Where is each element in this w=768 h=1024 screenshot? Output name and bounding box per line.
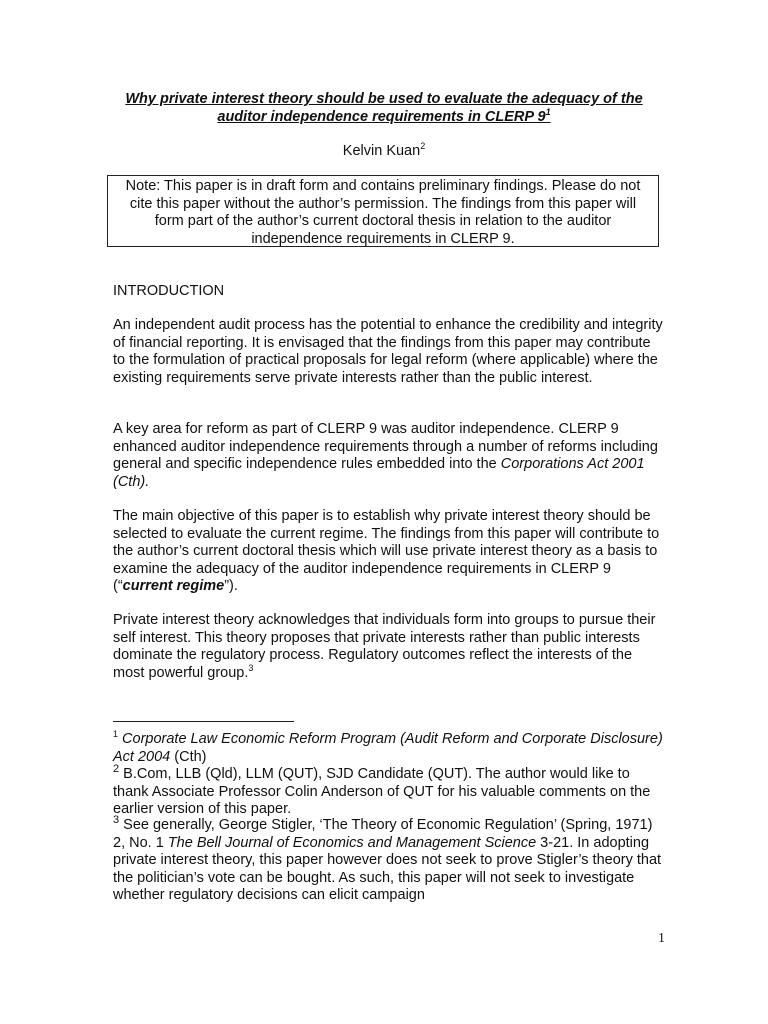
footnote-3	[113, 814, 663, 905]
footnote-2-mark: 2	[113, 763, 120, 776]
paragraph-2	[113, 421, 663, 491]
paragraph-2-act-name: Corporations Act 2001 (Cth).	[113, 456, 645, 490]
author-footnote-ref: 2	[420, 141, 426, 152]
section-heading: INTRODUCTION	[113, 283, 225, 299]
paper-title	[108, 90, 660, 126]
title-footnote-ref: 1	[545, 107, 551, 118]
footnote-separator	[113, 721, 294, 722]
paragraph-3-end: ”).	[224, 578, 238, 594]
footnote-3-journal: The Bell Journal of Economics and Management Science	[167, 834, 537, 851]
footnote-3-text-1: See generally, George Stigler, ‘The Theory of Economic Regulation’ (Spring, 1971) 2, No. 1	[113, 817, 653, 851]
footnote-3-text-2: 3-21. In adopting private interest theory, this paper however does not seek to prove Stigler’s theory that the politician’s vote can be bought. As such, this paper will not seek to investigate whether regulatory decisions can elicit campaign	[113, 834, 662, 903]
title-line-1: Why private interest theory should be used to evaluate the adequacy of the	[125, 91, 643, 107]
paragraph-2-text: A key area for reform as part of CLERP 9 was auditor independence. CLERP 9 enhanced auditor independence requirements through a number of reforms including general and specific independence rules embedded into the	[113, 421, 658, 472]
paragraph-3-text: The main objective of this paper is to establish why private interest theory should be selected to evaluate the current regime. The findings from this paper will contribute to the author’s current doctoral thesis which will use private interest theory as a basis to examine the adequacy of the auditor independence requirements in CLERP 9 (“	[113, 508, 660, 594]
paragraph-1: An independent audit process has the potential to enhance the credibility and integrity of financial reporting. It is envisaged that the findings from this paper may contribute to the formulation of practical proposals for legal reform (where applicable) where the existing requirements serve private interests rather than the public interest.	[113, 317, 663, 386]
draft-note-box: Note: This paper is in draft form and contains preliminary findings. Please do not cite this paper without the author’s permission. The findings from this paper will form part of the author’s current doctoral thesis in relation to the auditor independence requirements in CLERP 9.	[107, 175, 659, 247]
paragraph-3-defined-term: current regime	[122, 578, 225, 594]
footnote-3-mark: 3	[113, 814, 120, 827]
paragraph-4	[113, 612, 663, 682]
paragraph-4-text: Private interest theory acknowledges that individuals form into groups to pursue their self interest. This theory proposes that private interests rather than public interests dominate the regulatory process. Regulatory outcomes reflect the interests of the most powerful group.	[113, 612, 656, 681]
paragraph-3	[113, 508, 663, 596]
footnote-1-act-name: Corporate Law Economic Reform Program (Audit Reform and Corporate Disclosure) Act 2004	[113, 731, 663, 765]
author-line	[108, 142, 660, 160]
footnote-1-rest: (Cth)	[170, 748, 207, 765]
footnote-2-text: B.Com, LLB (Qld), LLM (QUT), SJD Candidate (QUT). The author would like to thank Associate Professor Colin Anderson of QUT for his valuable comments on the earlier version of this paper.	[113, 766, 651, 817]
footnote-1	[113, 731, 663, 766]
page-number: 1	[658, 931, 665, 946]
footnote-1-mark: 1	[113, 729, 119, 740]
paragraph-4-footnote-ref: 3	[248, 662, 254, 673]
title-line-2: auditor independence requirements in CLERP 9	[217, 109, 546, 125]
footnote-2	[113, 763, 663, 819]
author-name: Kelvin Kuan	[342, 143, 421, 159]
